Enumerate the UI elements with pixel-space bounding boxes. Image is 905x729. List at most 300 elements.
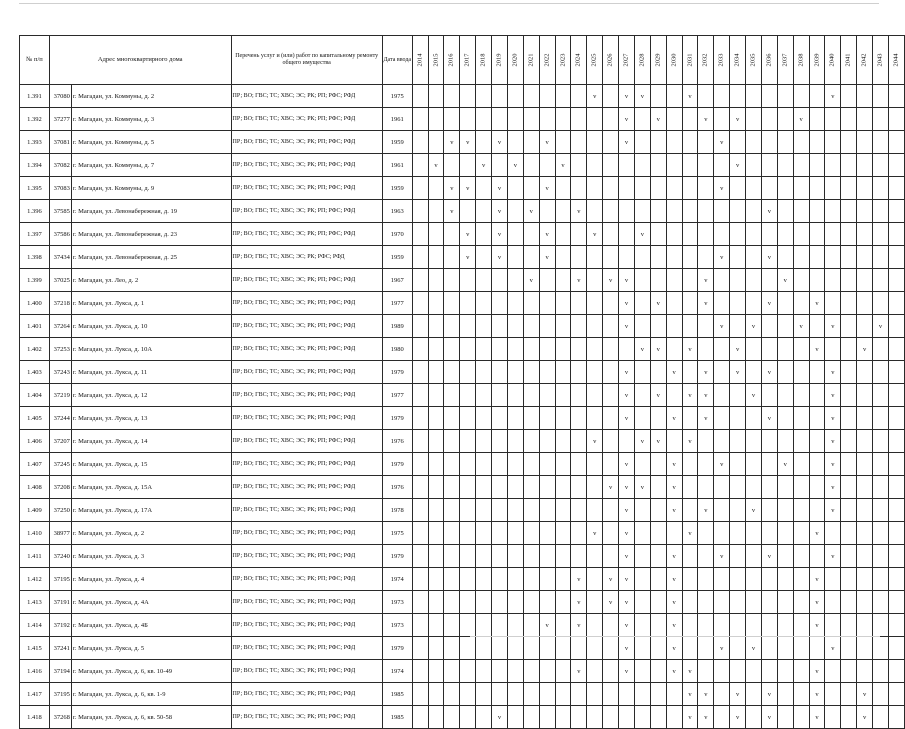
year-cell	[761, 591, 777, 614]
year-cell	[492, 430, 508, 453]
check-mark: v	[793, 108, 809, 131]
year-cell	[793, 614, 809, 637]
year-cell	[841, 545, 857, 568]
year-cell	[523, 499, 539, 522]
year-cell	[555, 246, 571, 269]
year-cell	[476, 660, 492, 683]
year-cell	[603, 177, 619, 200]
check-mark: v	[666, 407, 682, 430]
year-cell	[873, 384, 889, 407]
year-cell	[492, 545, 508, 568]
year-cell	[444, 522, 460, 545]
year-cell	[460, 154, 476, 177]
year-cell	[412, 246, 428, 269]
year-cell	[666, 131, 682, 154]
building-address: г. Магадан, ул. Лукса, д. 6, кв. 50-58	[71, 706, 231, 729]
year-cell	[571, 154, 587, 177]
year-cell	[714, 430, 730, 453]
page-bottom-rule	[470, 636, 880, 637]
year-cell	[809, 177, 825, 200]
year-cell	[634, 683, 650, 706]
commissioning-year: 1976	[382, 430, 412, 453]
year-cell	[888, 591, 904, 614]
year-cell	[539, 522, 555, 545]
check-mark: v	[619, 591, 635, 614]
year-cell	[634, 361, 650, 384]
year-cell	[841, 108, 857, 131]
year-cell	[492, 361, 508, 384]
year-cell	[698, 315, 714, 338]
building-code: 37083	[49, 177, 71, 200]
year-cell	[746, 476, 762, 499]
year-cell	[555, 223, 571, 246]
repair-services: ПР; ВО; ГВС; ТС; ХВС; ЭС; РК; РП; РФС; РФД	[231, 568, 382, 591]
year-cell	[555, 453, 571, 476]
year-cell	[571, 292, 587, 315]
table-row	[20, 568, 905, 591]
year-cell	[523, 706, 539, 729]
check-mark: v	[777, 269, 793, 292]
year-cell	[603, 246, 619, 269]
year-cell	[587, 660, 603, 683]
commissioning-year: 1974	[382, 660, 412, 683]
year-cell	[539, 315, 555, 338]
check-mark: v	[523, 200, 539, 223]
year-cell	[650, 660, 666, 683]
check-mark: v	[650, 384, 666, 407]
year-cell	[507, 430, 523, 453]
year-cell	[412, 154, 428, 177]
year-cell	[428, 338, 444, 361]
year-cell	[507, 361, 523, 384]
year-cell	[603, 338, 619, 361]
year-cell	[777, 315, 793, 338]
check-mark: v	[666, 660, 682, 683]
year-cell	[555, 407, 571, 430]
table-row	[20, 338, 905, 361]
year-cell	[428, 177, 444, 200]
header-year-label: 2026	[606, 53, 614, 67]
row-number: 1.417	[20, 683, 50, 706]
year-cell	[412, 545, 428, 568]
repair-services: ПР; ВО; ГВС; ТС; ХВС; ЭС; РК; РП; РФС; РФД	[231, 407, 382, 430]
check-mark: v	[857, 338, 873, 361]
year-cell	[746, 453, 762, 476]
check-mark: v	[682, 660, 698, 683]
check-mark: v	[666, 545, 682, 568]
building-address: г. Магадан, ул. Лукса, д. 4Б	[71, 614, 231, 637]
year-cell	[746, 660, 762, 683]
year-cell	[539, 269, 555, 292]
year-cell	[714, 407, 730, 430]
year-cell	[587, 154, 603, 177]
year-cell	[841, 430, 857, 453]
row-number: 1.392	[20, 108, 50, 131]
year-cell	[650, 131, 666, 154]
year-cell	[714, 683, 730, 706]
year-cell	[793, 292, 809, 315]
check-mark: v	[825, 315, 841, 338]
year-cell	[809, 384, 825, 407]
year-cell	[492, 453, 508, 476]
check-mark: v	[539, 246, 555, 269]
repair-services: ПР; ВО; ГВС; ТС; ХВС; ЭС; РК; РП; РФС; РФД	[231, 200, 382, 223]
year-cell	[507, 522, 523, 545]
year-cell	[460, 361, 476, 384]
year-cell	[444, 315, 460, 338]
year-cell	[412, 131, 428, 154]
header-year-label: 2033	[717, 53, 725, 67]
year-cell	[507, 338, 523, 361]
header-year-label: 2025	[590, 53, 598, 67]
year-cell	[539, 545, 555, 568]
building-address: г. Магадан, ул. Лукса, д. 4	[71, 568, 231, 591]
check-mark: v	[492, 200, 508, 223]
year-cell	[492, 499, 508, 522]
building-code: 37219	[49, 384, 71, 407]
year-cell	[412, 706, 428, 729]
year-cell	[603, 522, 619, 545]
year-cell	[460, 407, 476, 430]
year-cell	[619, 223, 635, 246]
check-mark: v	[761, 361, 777, 384]
year-cell	[714, 269, 730, 292]
year-cell	[730, 384, 746, 407]
year-cell	[460, 338, 476, 361]
year-cell	[507, 177, 523, 200]
year-cell	[888, 338, 904, 361]
year-cell	[841, 177, 857, 200]
check-mark: v	[825, 85, 841, 108]
year-cell	[682, 315, 698, 338]
year-cell	[634, 154, 650, 177]
year-cell	[650, 591, 666, 614]
year-cell	[857, 246, 873, 269]
year-cell	[841, 384, 857, 407]
header-year-label: 2027	[622, 53, 630, 67]
year-cell	[587, 568, 603, 591]
header-year-2042	[857, 36, 873, 85]
row-number: 1.400	[20, 292, 50, 315]
year-cell	[412, 522, 428, 545]
year-cell	[777, 200, 793, 223]
header-year-2027	[619, 36, 635, 85]
check-mark: v	[492, 177, 508, 200]
year-cell	[666, 269, 682, 292]
year-cell	[698, 430, 714, 453]
year-cell	[492, 292, 508, 315]
table-row	[20, 246, 905, 269]
year-cell	[888, 407, 904, 430]
year-cell	[682, 292, 698, 315]
year-cell	[523, 315, 539, 338]
year-cell	[539, 430, 555, 453]
year-cell	[714, 522, 730, 545]
year-cell	[555, 499, 571, 522]
year-cell	[873, 292, 889, 315]
building-code: 37240	[49, 545, 71, 568]
year-cell	[841, 591, 857, 614]
header-year-2018	[476, 36, 492, 85]
year-cell	[761, 338, 777, 361]
year-cell	[888, 660, 904, 683]
year-cell	[634, 315, 650, 338]
year-cell	[825, 131, 841, 154]
year-cell	[571, 407, 587, 430]
year-cell	[428, 315, 444, 338]
header-year-2015	[428, 36, 444, 85]
year-cell	[761, 384, 777, 407]
building-code: 37080	[49, 85, 71, 108]
year-cell	[666, 200, 682, 223]
year-cell	[492, 154, 508, 177]
year-cell	[476, 591, 492, 614]
table-row	[20, 545, 905, 568]
year-cell	[587, 246, 603, 269]
commissioning-year: 1978	[382, 499, 412, 522]
year-cell	[603, 614, 619, 637]
year-cell	[714, 591, 730, 614]
table-row	[20, 269, 905, 292]
year-cell	[888, 154, 904, 177]
year-cell	[730, 499, 746, 522]
building-code: 37082	[49, 154, 71, 177]
year-cell	[555, 591, 571, 614]
year-cell	[507, 660, 523, 683]
year-cell	[571, 430, 587, 453]
header-year-label: 2016	[447, 53, 455, 67]
building-code: 37253	[49, 338, 71, 361]
table-row	[20, 384, 905, 407]
year-cell	[523, 131, 539, 154]
year-cell	[873, 269, 889, 292]
year-cell	[777, 131, 793, 154]
year-cell	[888, 683, 904, 706]
check-mark: v	[650, 338, 666, 361]
year-cell	[460, 522, 476, 545]
check-mark: v	[730, 108, 746, 131]
year-cell	[682, 200, 698, 223]
year-cell	[793, 545, 809, 568]
year-cell	[761, 177, 777, 200]
year-cell	[841, 499, 857, 522]
header-year-label: 2037	[781, 53, 789, 67]
year-cell	[793, 269, 809, 292]
year-cell	[698, 154, 714, 177]
year-cell	[476, 338, 492, 361]
repair-services: ПР; ВО; ГВС; ТС; ХВС; ЭС; РК; РП; РФС; РФД	[231, 476, 382, 499]
year-cell	[523, 223, 539, 246]
building-address: г. Магадан, ул. Лукса, д. 6, кв. 10-49	[71, 660, 231, 683]
year-cell	[698, 522, 714, 545]
check-mark: v	[730, 154, 746, 177]
year-cell	[428, 522, 444, 545]
year-cell	[777, 683, 793, 706]
year-cell	[634, 177, 650, 200]
year-cell	[555, 200, 571, 223]
check-mark: v	[698, 292, 714, 315]
year-cell	[888, 131, 904, 154]
year-cell	[746, 407, 762, 430]
year-cell	[492, 108, 508, 131]
commissioning-year: 1961	[382, 154, 412, 177]
check-mark: v	[698, 499, 714, 522]
check-mark: v	[761, 246, 777, 269]
commissioning-year: 1979	[382, 361, 412, 384]
header-year-2024	[571, 36, 587, 85]
commissioning-year: 1977	[382, 292, 412, 315]
year-cell	[476, 430, 492, 453]
year-cell	[682, 614, 698, 637]
check-mark: v	[825, 637, 841, 660]
check-mark: v	[857, 683, 873, 706]
year-cell	[873, 499, 889, 522]
year-cell	[412, 614, 428, 637]
table-row	[20, 683, 905, 706]
year-cell	[746, 430, 762, 453]
year-cell	[873, 361, 889, 384]
year-cell	[793, 131, 809, 154]
check-mark: v	[444, 177, 460, 200]
year-cell	[809, 223, 825, 246]
check-mark: v	[857, 706, 873, 729]
year-cell	[698, 614, 714, 637]
row-number: 1.408	[20, 476, 50, 499]
year-cell	[603, 499, 619, 522]
year-cell	[793, 407, 809, 430]
year-cell	[412, 315, 428, 338]
check-mark: v	[460, 223, 476, 246]
check-mark: v	[634, 476, 650, 499]
year-cell	[793, 177, 809, 200]
check-mark: v	[809, 614, 825, 637]
repair-services: ПР; ВО; ГВС; ТС; ХВС; ЭС; РК; РП; РФС; РФД	[231, 430, 382, 453]
year-cell	[698, 476, 714, 499]
year-cell	[841, 683, 857, 706]
year-cell	[825, 614, 841, 637]
year-cell	[492, 591, 508, 614]
repair-services: ПР; ВО; ГВС; ТС; ХВС; ЭС; РК; РП; РФС; РФД	[231, 338, 382, 361]
year-cell	[428, 430, 444, 453]
year-cell	[825, 223, 841, 246]
year-cell	[746, 246, 762, 269]
year-cell	[444, 614, 460, 637]
year-cell	[555, 85, 571, 108]
commissioning-year: 1973	[382, 591, 412, 614]
year-cell	[539, 292, 555, 315]
check-mark: v	[603, 591, 619, 614]
year-cell	[523, 568, 539, 591]
year-cell	[492, 407, 508, 430]
year-cell	[746, 591, 762, 614]
building-code: 37585	[49, 200, 71, 223]
year-cell	[492, 269, 508, 292]
check-mark: v	[539, 614, 555, 637]
year-cell	[492, 85, 508, 108]
year-cell	[555, 177, 571, 200]
year-cell	[761, 223, 777, 246]
year-cell	[714, 614, 730, 637]
building-code: 37195	[49, 683, 71, 706]
year-cell	[571, 338, 587, 361]
year-cell	[730, 430, 746, 453]
year-cell	[412, 200, 428, 223]
year-cell	[460, 315, 476, 338]
year-cell	[460, 706, 476, 729]
building-code: 37277	[49, 108, 71, 131]
year-cell	[888, 200, 904, 223]
year-cell	[587, 384, 603, 407]
year-cell	[476, 568, 492, 591]
year-cell	[460, 568, 476, 591]
year-cell	[619, 154, 635, 177]
year-cell	[476, 545, 492, 568]
year-cell	[793, 522, 809, 545]
year-cell	[650, 177, 666, 200]
year-cell	[841, 338, 857, 361]
year-cell	[857, 384, 873, 407]
year-cell	[444, 453, 460, 476]
year-cell	[571, 315, 587, 338]
year-cell	[873, 660, 889, 683]
check-mark: v	[666, 637, 682, 660]
year-cell	[428, 476, 444, 499]
header-year-2038	[793, 36, 809, 85]
check-mark: v	[714, 177, 730, 200]
year-cell	[746, 223, 762, 246]
check-mark: v	[698, 361, 714, 384]
year-cell	[460, 108, 476, 131]
year-cell	[523, 476, 539, 499]
table-row	[20, 292, 905, 315]
header-year-label: 2031	[686, 53, 694, 67]
repair-services: ПР; ВО; ГВС; ТС; ХВС; ЭС; РК; РП; РФС; РФД	[231, 131, 382, 154]
year-cell	[539, 361, 555, 384]
check-mark: v	[619, 568, 635, 591]
year-cell	[476, 706, 492, 729]
year-cell	[428, 85, 444, 108]
check-mark: v	[698, 706, 714, 729]
check-mark: v	[682, 85, 698, 108]
check-mark: v	[666, 476, 682, 499]
row-number: 1.411	[20, 545, 50, 568]
year-cell	[793, 683, 809, 706]
year-cell	[857, 568, 873, 591]
year-cell	[555, 338, 571, 361]
commissioning-year: 1979	[382, 407, 412, 430]
year-cell	[682, 476, 698, 499]
year-cell	[873, 223, 889, 246]
year-cell	[714, 338, 730, 361]
year-cell	[682, 545, 698, 568]
commissioning-year: 1979	[382, 637, 412, 660]
year-cell	[507, 131, 523, 154]
year-cell	[873, 154, 889, 177]
check-mark: v	[444, 131, 460, 154]
check-mark: v	[571, 614, 587, 637]
table-row	[20, 499, 905, 522]
building-code: 37218	[49, 292, 71, 315]
check-mark: v	[571, 200, 587, 223]
header-year-2021	[523, 36, 539, 85]
year-cell	[873, 568, 889, 591]
building-code: 37025	[49, 269, 71, 292]
year-cell	[539, 384, 555, 407]
year-cell	[730, 315, 746, 338]
row-number: 1.410	[20, 522, 50, 545]
check-mark: v	[682, 338, 698, 361]
year-cell	[634, 453, 650, 476]
